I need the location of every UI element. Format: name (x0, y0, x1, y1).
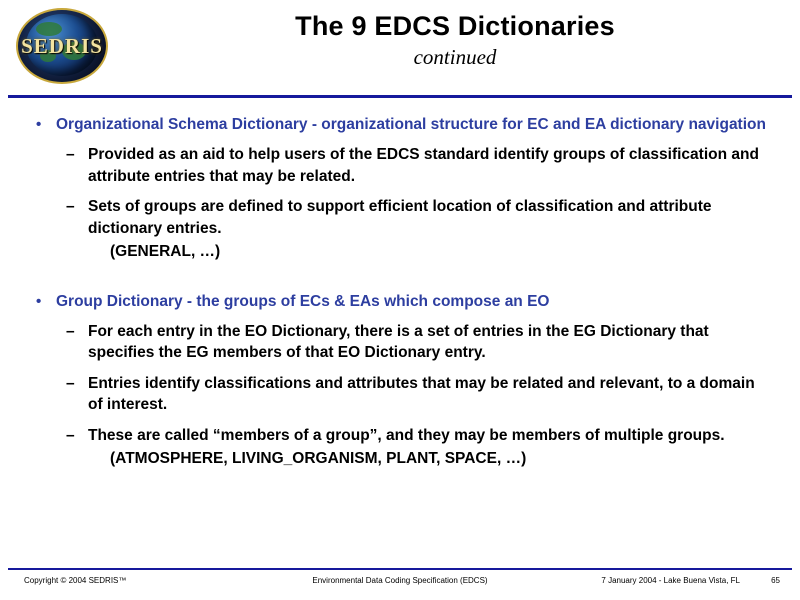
list-item-text: For each entry in the EO Dictionary, there is a set of entries in the EG Dictionary that specifies the EG members of that EO Dictionary entry. (88, 322, 709, 361)
list-item-text: These are called “members of a group”, and they may be members of multiple groups. (88, 426, 725, 444)
dash-bullet-icon: – (66, 322, 75, 340)
dash-bullet-icon: – (66, 426, 75, 444)
section-heading (0, 291, 800, 312)
section-heading-text: Group Dictionary - the groups of ECs & EAs which compose an EO (56, 292, 550, 310)
section-example: (ATMOSPHERE, LIVING_ORGANISM, PLANT, SPACE, …) (110, 450, 527, 467)
logo-wordmark: SEDRIS (21, 34, 103, 58)
slide-footer (0, 574, 800, 592)
bullet-dot-icon: • (36, 116, 42, 133)
footer-page-number: 65 (771, 576, 780, 585)
list-item (0, 196, 800, 239)
list-item (0, 321, 800, 364)
list-item (0, 144, 800, 187)
section-example: (GENERAL, …) (110, 243, 221, 260)
footer-divider (8, 568, 792, 570)
list-item-text: Sets of groups are defined to support efficient location of classification and attribute dictionary entries. (88, 198, 712, 237)
footer-copyright: Copyright © 2004 SEDRIS™ (24, 576, 127, 585)
dash-bullet-icon: – (66, 198, 75, 215)
dash-bullet-icon: – (66, 146, 75, 163)
page-title: The 9 EDCS Dictionaries (295, 11, 615, 41)
list-item (0, 425, 800, 447)
slide-content (0, 104, 800, 470)
title-block (120, 10, 790, 70)
section-heading-text: Organizational Schema Dictionary - organizational structure for EC and EA dictionary navigation (56, 116, 766, 133)
list-item-text: Provided as an aid to help users of the EDCS standard identify groups of classification and attribute entries that may be related. (88, 146, 759, 185)
sedris-logo (16, 8, 108, 84)
bullet-dot-icon: • (36, 292, 42, 310)
section-heading (0, 114, 800, 135)
slide-header (0, 0, 800, 92)
section-spacer (0, 263, 800, 281)
footer-document-title: Environmental Data Coding Specification (EDCS) (312, 576, 488, 585)
list-item (0, 373, 800, 416)
list-item-text: Entries identify classifications and attributes that may be related and relevant, to a domain of interest. (88, 374, 755, 413)
dash-bullet-icon: – (66, 374, 75, 392)
footer-event: 7 January 2004 - Lake Buena Vista, FL (601, 576, 740, 585)
header-divider (8, 95, 792, 98)
page-subtitle: continued (413, 45, 497, 69)
